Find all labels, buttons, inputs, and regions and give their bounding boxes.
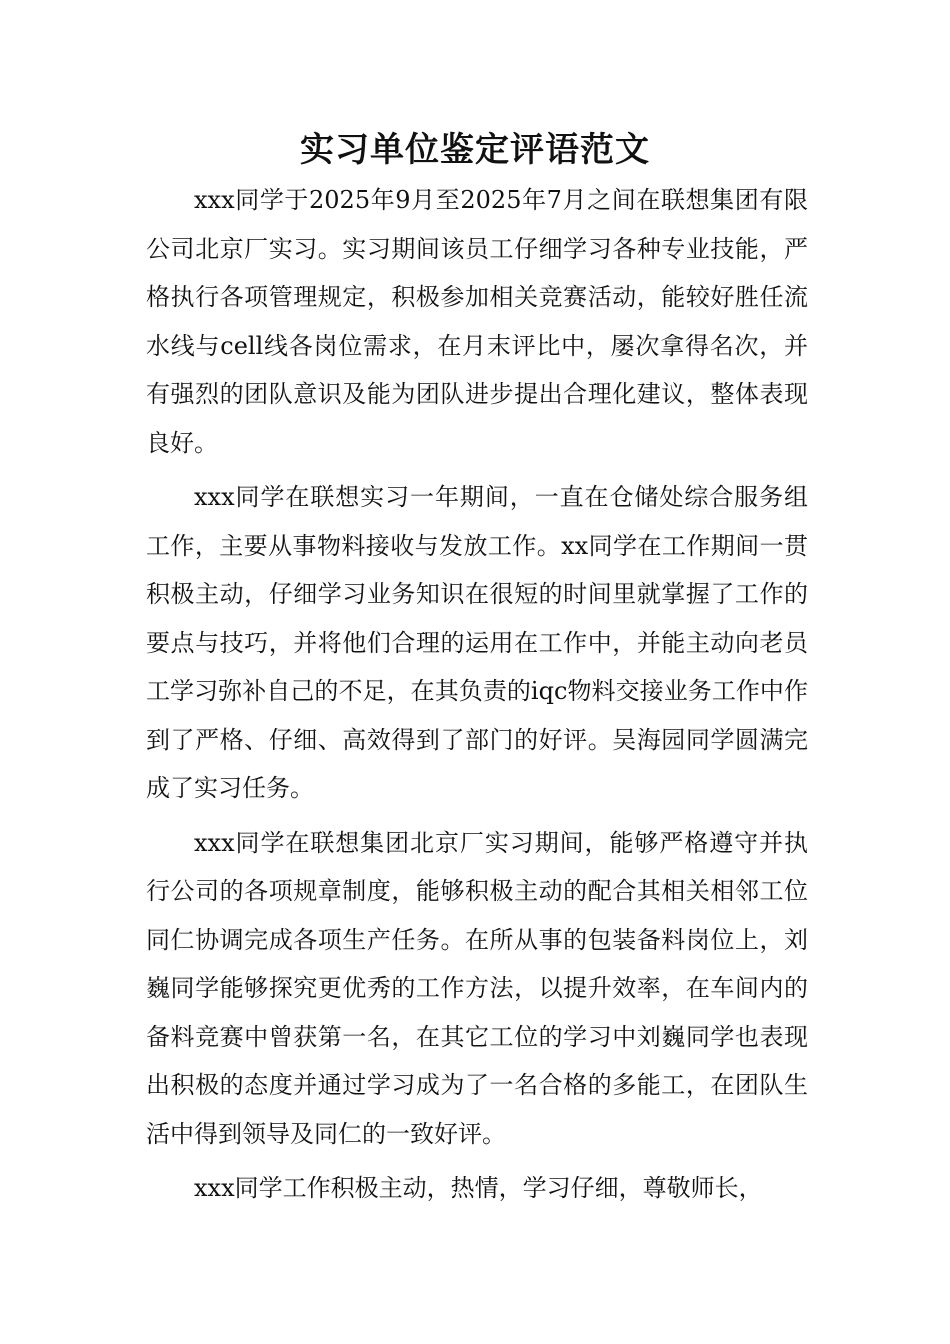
document-body: [146, 176, 808, 1219]
document-title: 实习单位鉴定评语范文: [300, 130, 650, 170]
paragraph-2: xxx同学在联想实习一年期间，一直在仓储处综合服务组工作，主要从事物料接收与发放工作。xx同学在工作期间一贯积极主动，仔细学习业务知识在很短的时间里就掌握了工作的要点与技巧，并将他们合理的运用在工作中，并能主动向老员工学习弥补自己的不足，在其负责的iqc物料交接业务工作中作到了严格、仔细、高效得到了部门的好评。吴海园同学圆满完成了实习任务。: [146, 483, 808, 802]
paragraph-4: xxx同学工作积极主动，热情，学习仔细，尊敬师长，: [194, 1174, 763, 1202]
paragraph-1: xxx同学于2025年9月至2025年7月之间在联想集团有限公司北京厂实习。实习期间该员工仔细学习各种专业技能，严格执行各项管理规定，积极参加相关竞赛活动，能较好胜任流水线与cell线各岗位需求，在月末评比中，屡次拿得名次，并有强烈的团队意识及能为团队进步提出合理化建议，整体表现良好。: [146, 186, 808, 457]
paragraph-3: xxx同学在联想集团北京厂实习期间，能够严格遵守并执行公司的各项规章制度，能够积极主动的配合其相关相邻工位同仁协调完成各项生产任务。在所从事的包装备料岗位上，刘巍同学能够探究更优秀的工作方法，以提升效率，在车间内的备料竞赛中曾获第一名，在其它工位的学习中刘巍同学也表现出积极的态度并通过学习成为了一名合格的多能工，在团队生活中得到领导及同仁的一致好评。: [146, 828, 808, 1148]
